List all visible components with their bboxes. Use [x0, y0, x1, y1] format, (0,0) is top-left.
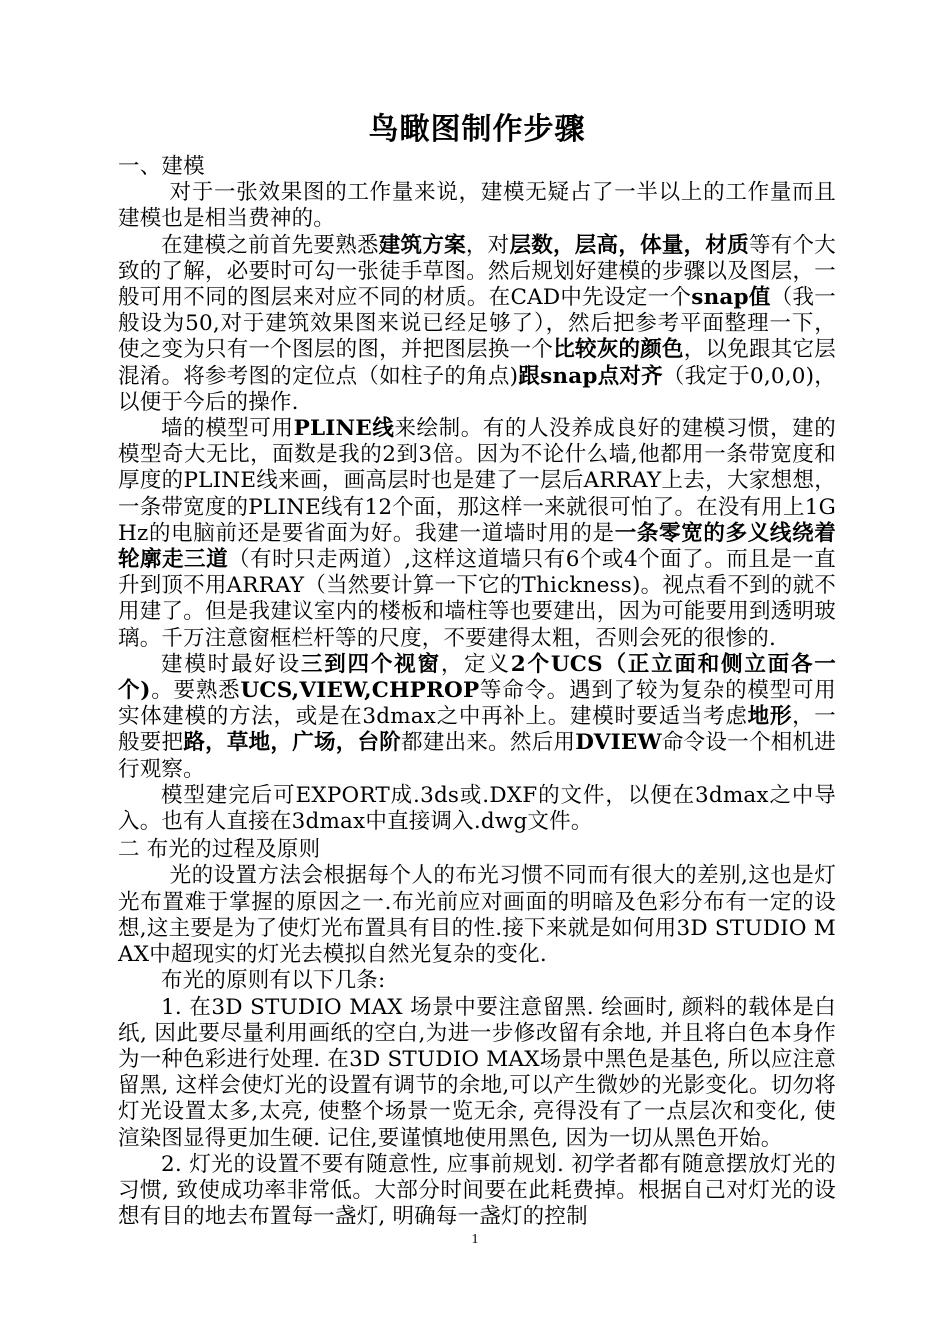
paragraph: 墙的模型可用PLINE线来绘制。有的人没养成良好的建模习惯，建的模型奇大无比，面数是我的2到3倍。因为不论什么墙,他都用一条带宽度和厚度的PLINE线来画，画高层时也是建了一层后ARRAY上去，大家想想，一条带宽度的PLINE线有12个面，那这样一来就很可怕了。在没有用上1GHz的电脑前还是要省面为好。我建一道墙时用的是一条零宽的多义线绕着轮廓走三道（有时只走两道）,这样这道墙只有6个或4个面了。而且是一直升到顶不用ARRAY（当然要计算一下它的Thickness)。视点看不到的就不用建了。但是我建议室内的楼板和墙柱等也要建出，因为可能要用到透明玻璃。千万注意窗框栏杆等的尺度，不要建得太粗，否则会死的很惨的.	[118, 416, 836, 651]
paragraph: 布光的原则有以下几条:	[161, 968, 386, 994]
paragraph: 对于一张效果图的工作量来说，建模无疑占了一半以上的工作量而且建模也是相当费神的。	[118, 180, 836, 232]
paragraph: 在建模之前首先要熟悉建筑方案，对层数，层高，体量，材质等有个大致的了解，必要时可勾一张徒手草图。然后规划好建模的步骤以及图层，一般可用不同的图层来对应不同的材质。在CAD中先设定一个snap值（我一般设为50,对于建筑效果图来说已经足够了），然后把参考平面整理一下，使之变为只有一个图层的图，并把图层换一个比较灰的颜色，以免跟其它层混淆。将参考图的定位点（如柱子的角点)跟snap点对齐（我定于0,0,0)，以便于今后的操作.	[118, 232, 837, 415]
paragraph: 光的设置方法会根据每个人的布光习惯不同而有很大的差别,这也是灯光布置难于掌握的原因之一.布光前应对画面的明暗及色彩分布有一定的设想,这主要是为了使灯光布置具有目的性.接下来就是如何用3D STUDIO MAX中超现实的灯光去模拟自然光复杂的变化.	[118, 863, 836, 968]
paragraph: 2. 灯光的设置不要有随意性, 应事前规划. 初学者都有随意摆放灯光的习惯, 致使成功率非常低。大部分时间要在此耗费掉。根据自己对灯光的设想有目的地去布置每一盏灯, 明确每一盏灯的控制	[118, 1151, 836, 1230]
paragraph: 1. 在3D STUDIO MAX 场景中要注意留黑. 绘画时, 颜料的载体是白纸, 因此要尽量利用画纸的空白,为进一步修改留有余地, 并且将白色本身作为一种色彩进行处理. 在3D STUDIO MAX场景中黑色是基色, 所以应注意留黑, 这样会使灯光的设置有调节的余地,可以产生微妙的光影变化。切勿将灯光设置太多,太亮, 使整个场景一览无余, 亮得没有了一点层次和变化, 使渲染图显得更加生硬. 记住,要谨慎地使用黑色, 因为一切从黑色开始。	[118, 994, 836, 1151]
page-number: 1	[471, 1232, 479, 1247]
paragraph: 建模时最好设三到四个视窗，定义2个UCS（正立面和侧立面各一个)。要熟悉UCS,VIEW,CHPROP等命令。遇到了较为复杂的模型可用实体建模的方法，或是在3dmax之中再补上。建模时要适当考虑地形，一般要把路，草地，广场，台阶都建出来。然后用DVIEW命令设一个相机进行观察。	[118, 651, 837, 782]
document-page	[118, 0, 836, 1230]
section-heading-lighting: 二 布光的过程及原则	[118, 837, 321, 863]
section-heading-modeling: 一、建模	[118, 154, 205, 179]
page-title: 鸟瞰图制作步骤	[368, 112, 586, 147]
paragraph: 模型建完后可EXPORT成.3ds或.DXF的文件，以便在3dmax之中导入。也有人直接在3dmax中直接调入.dwg文件。	[118, 782, 836, 835]
